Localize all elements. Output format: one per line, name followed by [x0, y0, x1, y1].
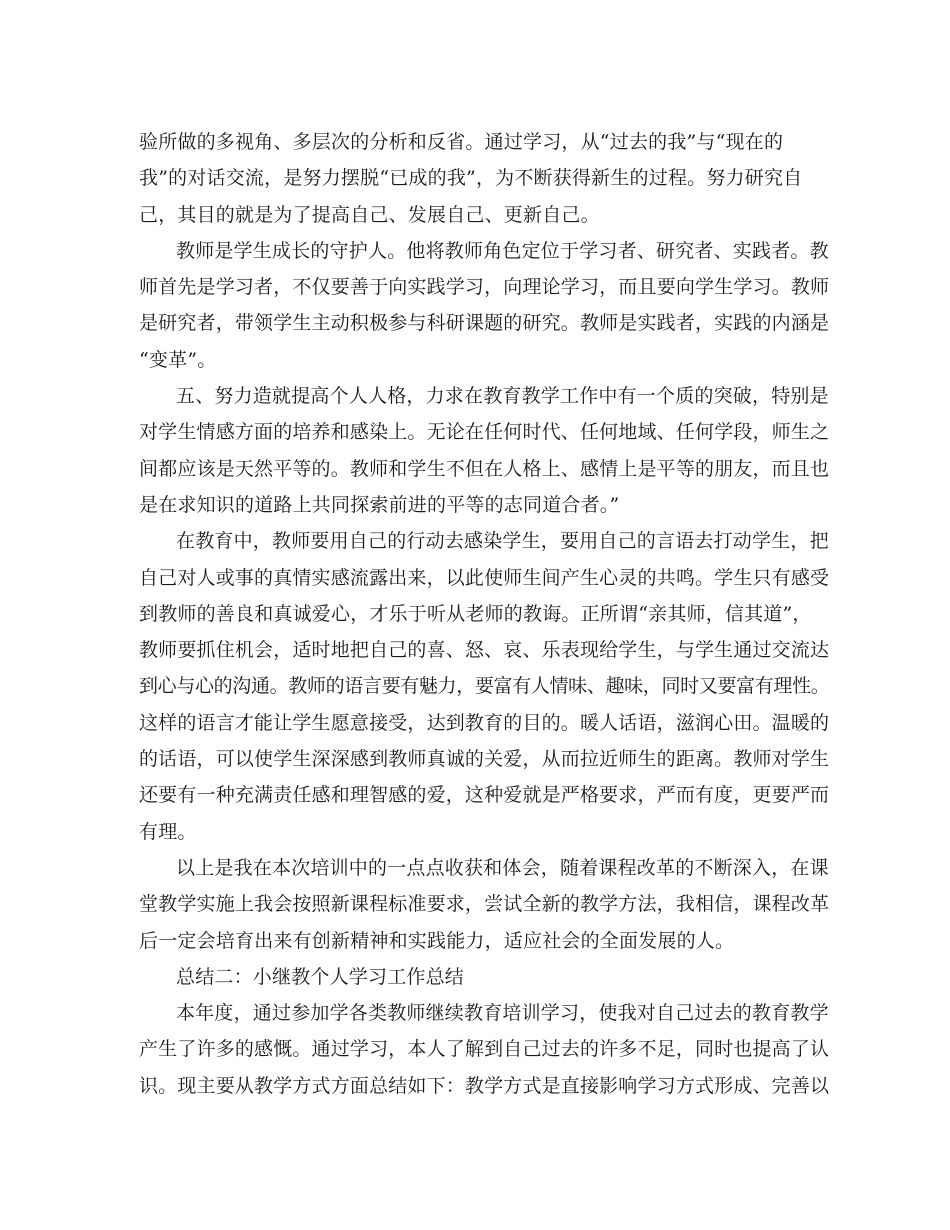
text-line: 识。现主要从教学方式方面总结如下：教学方式是直接影响学习方式形成、完善以: [139, 1074, 830, 1097]
text-line: 自己对人或事的真情实感流露出来，以此使师生间产生心灵的共鸣。学生只有感受: [139, 566, 830, 589]
text-line: 五、努力造就提高个人人格，力求在教育教学工作中有一个质的突破，特别是: [176, 385, 829, 408]
text-line: “变革”。: [139, 348, 217, 371]
text-line: 师首先是学习者，不仅要善于向实践学习，向理论学习，而且要向学生学习。教师: [139, 276, 830, 299]
text-line: 在教育中，教师要用自己的行动去感染学生，要用自己的言语去打动学生，把: [176, 530, 829, 553]
text-line: 对学生情感方面的培养和感染上。无论在任何时代、任何地域、任何学段，师生之: [139, 421, 830, 444]
text-line: 教师要抓住机会，适时地把自己的喜、怒、哀、乐表现给学生，与学生通过交流达: [139, 639, 830, 662]
text-line: 是在求知识的道路上共同探索前进的平等的志同道合者。”: [139, 493, 620, 516]
text-line: 己，其目的就是为了提高自己、发展自己、更新自己。: [139, 203, 600, 226]
text-line: 到教师的善良和真诚爱心，才乐于听从老师的教诲。正所谓“亲其师，信其道”，: [139, 602, 812, 625]
text-line: 还要有一种充满责任感和理智感的爱，这种爱就是严格要求，严而有度，更要严而: [139, 784, 830, 807]
text-line: 后一定会培育出来有创新精神和实践能力，适应社会的全面发展的人。: [139, 929, 735, 952]
text-line: 有理。: [139, 820, 197, 843]
text-line: 堂教学实施上我会按照新课程标准要求，尝试全新的教学方法，我相信，课程改革: [139, 893, 830, 916]
text-line: 这样的语言才能让学生愿意接受，达到教育的目的。暖人话语，滋润心田。温暖的: [139, 711, 830, 734]
text-line: 是研究者，带领学生主动积极参与科研课题的研究。教师是实践者，实践的内涵是: [139, 312, 830, 335]
text-line: 的话语，可以使学生深深感到教师真诚的关爱，从而拉近师生的距离。教师对学生: [139, 748, 830, 771]
text-line: 间都应该是天然平等的。教师和学生不但在人格上、感情上是平等的朋友，而且也: [139, 457, 830, 480]
body-text: [139, 124, 829, 1104]
text-line: 总结二：小继教个人学习工作总结: [176, 965, 465, 988]
text-line: 验所做的多视角、多层次的分析和反省。通过学习，从“过去的我”与“现在的: [139, 131, 784, 153]
text-line: 本年度，通过参加学各类教师继续教育培训学习，使我对自己过去的教育教学: [176, 1002, 829, 1025]
text-line: 以上是我在本次培训中的一点点收获和体会，随着课程改革的不断深入，在课: [176, 856, 829, 879]
text-line: 我”的对话交流，是努力摆脱“已成的我”，为不断获得新生的过程。努力研究自: [139, 167, 803, 190]
text-line: 产生了许多的感慨。通过学习，本人了解到自己过去的许多不足，同时也提高了认: [139, 1038, 830, 1061]
text-line: 教师是学生成长的守护人。他将教师角色定位于学习者、研究者、实践者。教: [176, 239, 829, 262]
text-line: 到心与心的沟通。教师的语言要有魅力，要富有人情味、趣味，同时又要富有理性。: [139, 675, 830, 698]
